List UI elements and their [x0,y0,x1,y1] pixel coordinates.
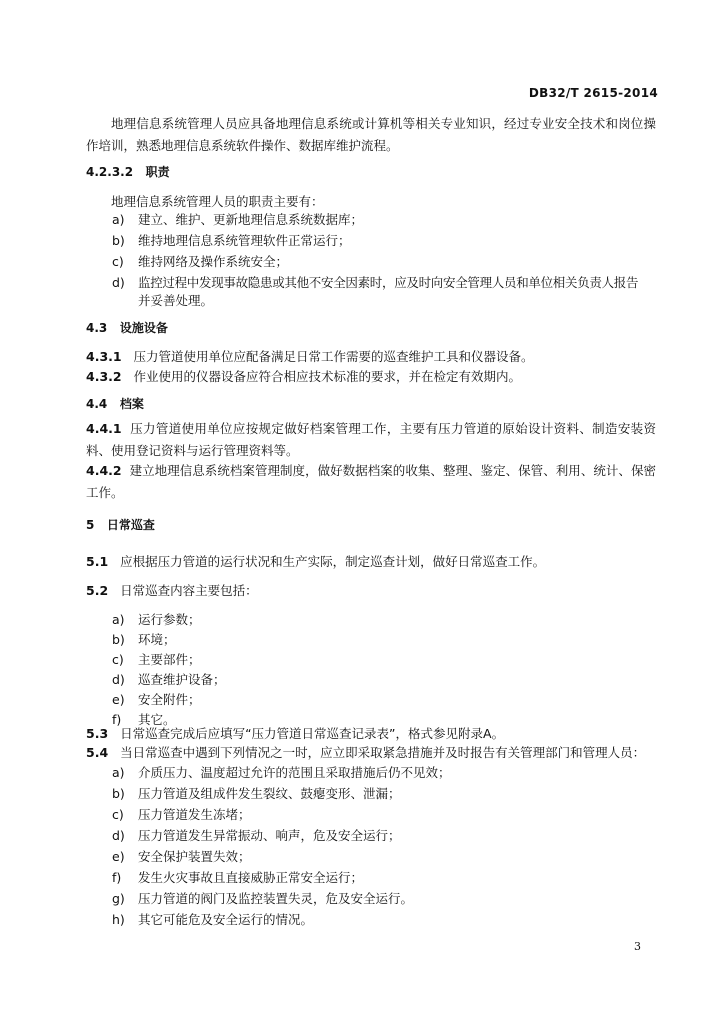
list-label: b) [112,786,125,801]
clause-4-4-2 [86,460,656,504]
clause-5-2 [86,581,656,601]
list-label: a) [112,765,125,780]
list-text: 安全保护装置失效； [138,849,251,864]
list-label: e) [112,692,125,707]
list-text: 发生火灾事故且直接威胁正常安全运行； [138,870,364,885]
list-lead: 地理信息系统管理人员的职责主要有： [111,194,324,209]
list-text: 维持网络及操作系统安全； [138,254,289,269]
clause-number: 5.3 [86,726,109,741]
list-label: c) [112,652,124,667]
clause-4-3-2 [86,367,656,387]
list-text: 压力管道发生冻堵； [138,807,251,822]
list-label: d) [112,672,125,687]
list-text: 压力管道及组成件发生裂纹、鼓瘪变形、泄漏； [138,786,401,801]
list-text: 压力管道发生异常振动、响声，危及安全运行； [138,828,401,843]
list-label: d) [112,828,125,843]
clause-number: 4.3.1 [86,349,122,364]
clause-5-3 [86,724,656,744]
section-number: 4.4 [86,397,108,411]
clause-number: 4.4.2 [86,463,122,478]
section-title: 职责 [145,165,170,179]
section-title: 日常巡查 [106,518,155,532]
list-continuation: 并妥善处理。 [138,293,214,308]
intro-paragraph: 地理信息系统管理人员应具备地理信息系统或计算机等相关专业知识，经过专业安全技术和岗位操作培训，熟悉地理信息系统软件操作、数据库维护流程。 [86,116,656,153]
list-text: 介质压力、温度超过允许的范围且采取措施后仍不见效； [138,765,451,780]
clause-text: 建立地理信息系统档案管理制度，做好数据档案的收集、整理、鉴定、保管、利用、统计、保密工作。 [86,463,656,500]
list-label: a) [112,612,125,627]
clause-number: 4.3.2 [86,369,122,384]
clause-number: 4.4.1 [86,421,122,436]
clause-5-1 [86,552,656,572]
list-label: d) [112,275,125,290]
section-heading-4-4 [86,394,144,414]
list-text: 建立、维护、更新地理信息系统数据库； [138,212,364,227]
document-code: DB32/T 2615-2014 [528,86,658,100]
clause-text: 作业使用的仪器设备应符合相应技术标准的要求，并在检定有效期内。 [133,369,522,384]
section-number: 4.2.3.2 [86,165,134,179]
list-label: b) [112,632,125,647]
list-label: c) [112,807,124,822]
list-label: g) [112,891,125,906]
section-heading-4-3 [86,318,168,338]
section-heading-4-2-3-2 [86,162,170,182]
list-label: f) [112,870,122,885]
clause-text: 当日常巡查中遇到下列情况之一时，应立即采取紧急措施并及时报告有关管理部门和管理人员： [120,745,646,760]
clause-text: 日常巡查内容主要包括： [120,583,258,598]
list-text: 压力管道的阀门及监控装置失灵，危及安全运行。 [138,891,414,906]
list-text: 监控过程中发现事故隐患或其他不安全因素时，应及时向安全管理人员和单位相关负责人报告 [138,275,639,290]
section-title: 设施设备 [119,321,168,335]
section-number: 4.3 [86,321,108,335]
clause-text: 应根据压力管道的运行状况和生产实际，制定巡查计划，做好日常巡查工作。 [120,554,546,569]
section-title: 档案 [119,397,144,411]
page-number: 3 [634,940,641,953]
clause-number: 5.4 [86,745,109,760]
list-label: e) [112,849,125,864]
section-heading-5 [86,515,155,535]
clause-text: 压力管道使用单位应按规定做好档案管理工作，主要有压力管道的原始设计资料、制造安装资料、使用登记资料与运行管理资料等。 [86,421,656,458]
list-text: 安全附件； [138,692,201,707]
clause-text: 日常巡查完成后应填写“压力管道日常巡查记录表”，格式参见附录A。 [120,726,505,741]
list-label: b) [112,233,125,248]
list-label: a) [112,212,125,227]
clause-5-4 [86,743,656,763]
list-text: 运行参数； [138,612,201,627]
list-label: h) [112,912,125,927]
list-text: 其它可能危及安全运行的情况。 [138,912,314,927]
clause-4-3-1 [86,347,656,367]
list-text: 巡查维护设备； [138,672,226,687]
clause-4-4-1 [86,418,656,462]
list-text: 主要部件； [138,652,201,667]
clause-number: 5.1 [86,554,109,569]
list-text: 其它。 [138,712,176,727]
clause-text: 压力管道使用单位应配备满足日常工作需要的巡查维护工具和仪器设备。 [133,349,534,364]
list-text: 维持地理信息系统管理软件正常运行； [138,233,351,248]
list-text: 环境； [138,632,176,647]
list-label: c) [112,254,124,269]
clause-number: 5.2 [86,583,109,598]
list-label: f) [112,712,122,727]
section-number: 5 [86,518,95,532]
